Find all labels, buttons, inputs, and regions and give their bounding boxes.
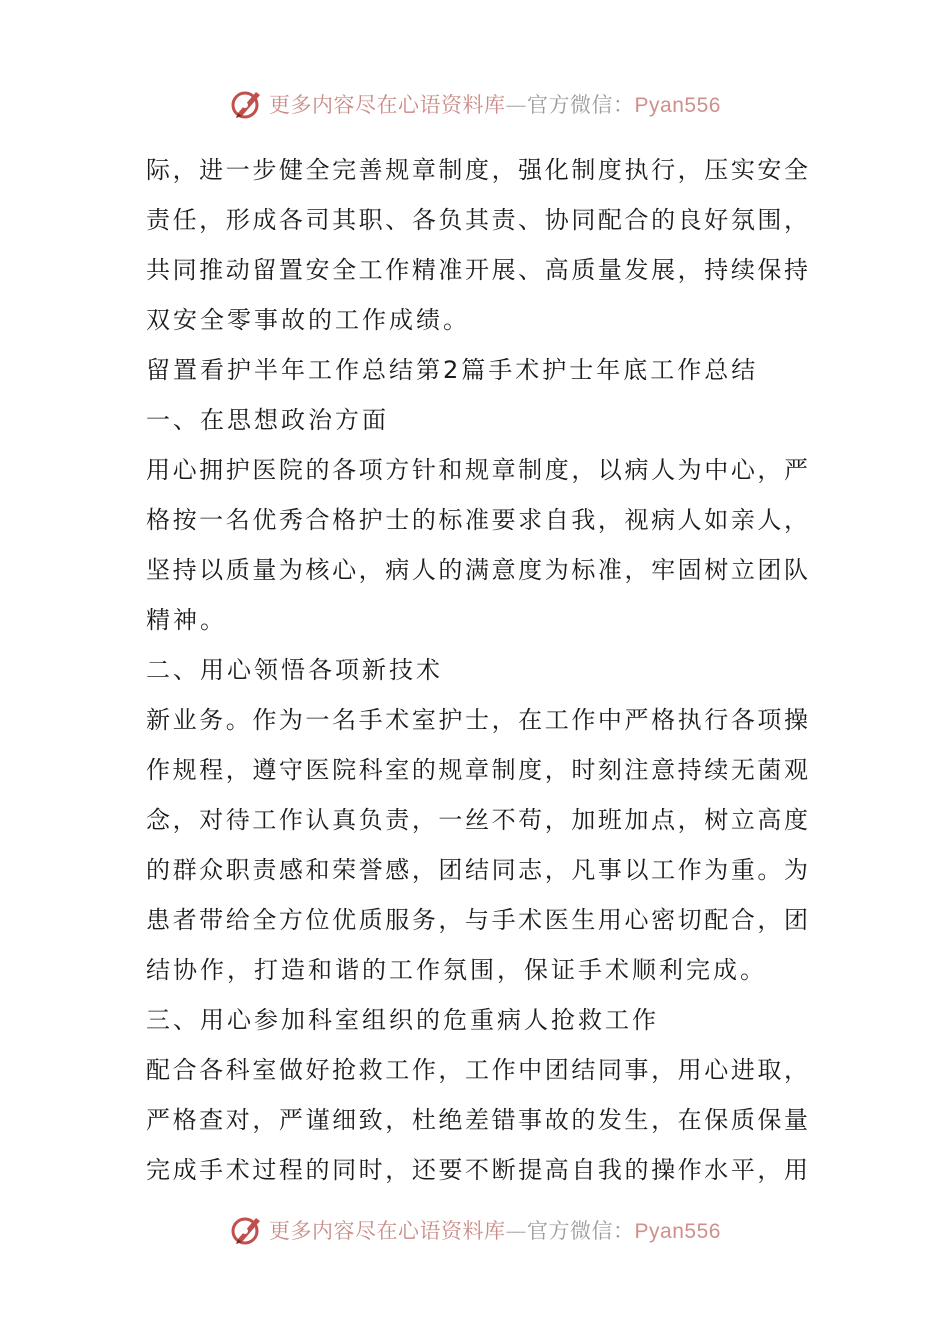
heading-2: 二、用心领悟各项新技术 <box>146 656 443 684</box>
footer-banner <box>0 1210 950 1250</box>
header-banner-text <box>269 89 721 119</box>
body-line: 的群众职责感和荣誉感，团结同志，凡事以工作为重。为 <box>146 856 808 884</box>
document-body <box>146 145 808 1195</box>
body-line: 完成手术过程的同时，还要不断提高自我的操作水平，用 <box>146 1156 808 1184</box>
pen-logo-icon <box>229 86 265 122</box>
body-line: 结协作，打造和谐的工作氛围，保证手术顺利完成。 <box>146 956 767 984</box>
pen-logo-icon <box>229 1212 265 1248</box>
footer-banner-wechat: Pyan556 <box>634 1220 721 1243</box>
heading-3: 三、用心参加科室组织的危重病人抢救工作 <box>146 1006 659 1034</box>
body-line: 责任，形成各司其职、各负其责、协同配合的良好氛围， <box>146 206 808 234</box>
footer-banner-dash: — <box>505 1219 528 1243</box>
body-line: 际，进一步健全完善规章制度，强化制度执行，压实安全 <box>146 156 808 184</box>
footer-banner-title: 更多内容尽在心语资料库 <box>269 1219 506 1243</box>
header-banner-title: 更多内容尽在心语资料库 <box>269 93 506 117</box>
header-banner-suffix: 官方微信： <box>527 93 635 117</box>
body-line: 配合各科室做好抢救工作，工作中团结同事，用心进取， <box>146 1056 808 1084</box>
body-line: 念，对待工作认真负责，一丝不苟，加班加点，树立高度 <box>146 806 808 834</box>
body-line: 新业务。作为一名手术室护士，在工作中严格执行各项操 <box>146 706 808 734</box>
body-line: 共同推动留置安全工作精准开展、高质量发展，持续保持 <box>146 256 808 284</box>
body-line: 坚持以质量为核心，病人的满意度为标准，牢固树立团队 <box>146 556 808 584</box>
section-title: 留置看护半年工作总结第2篇手术护士年底工作总结 <box>146 356 759 384</box>
body-line: 作规程，遵守医院科室的规章制度，时刻注意持续无菌观 <box>146 756 808 784</box>
body-line: 双安全零事故的工作成绩。 <box>146 306 470 334</box>
header-banner-dash: — <box>505 93 528 117</box>
header-banner-wechat: Pyan556 <box>634 94 721 117</box>
body-line: 精神。 <box>146 606 227 634</box>
header-banner <box>0 84 950 124</box>
footer-banner-text <box>269 1215 721 1245</box>
body-line: 严格查对，严谨细致，杜绝差错事故的发生，在保质保量 <box>146 1106 808 1134</box>
heading-1: 一、在思想政治方面 <box>146 406 389 434</box>
footer-banner-suffix: 官方微信： <box>527 1219 635 1243</box>
body-line: 用心拥护医院的各项方针和规章制度，以病人为中心，严 <box>146 456 808 484</box>
body-line: 患者带给全方位优质服务，与手术医生用心密切配合，团 <box>146 906 808 934</box>
body-line: 格按一名优秀合格护士的标准要求自我，视病人如亲人， <box>146 506 808 534</box>
